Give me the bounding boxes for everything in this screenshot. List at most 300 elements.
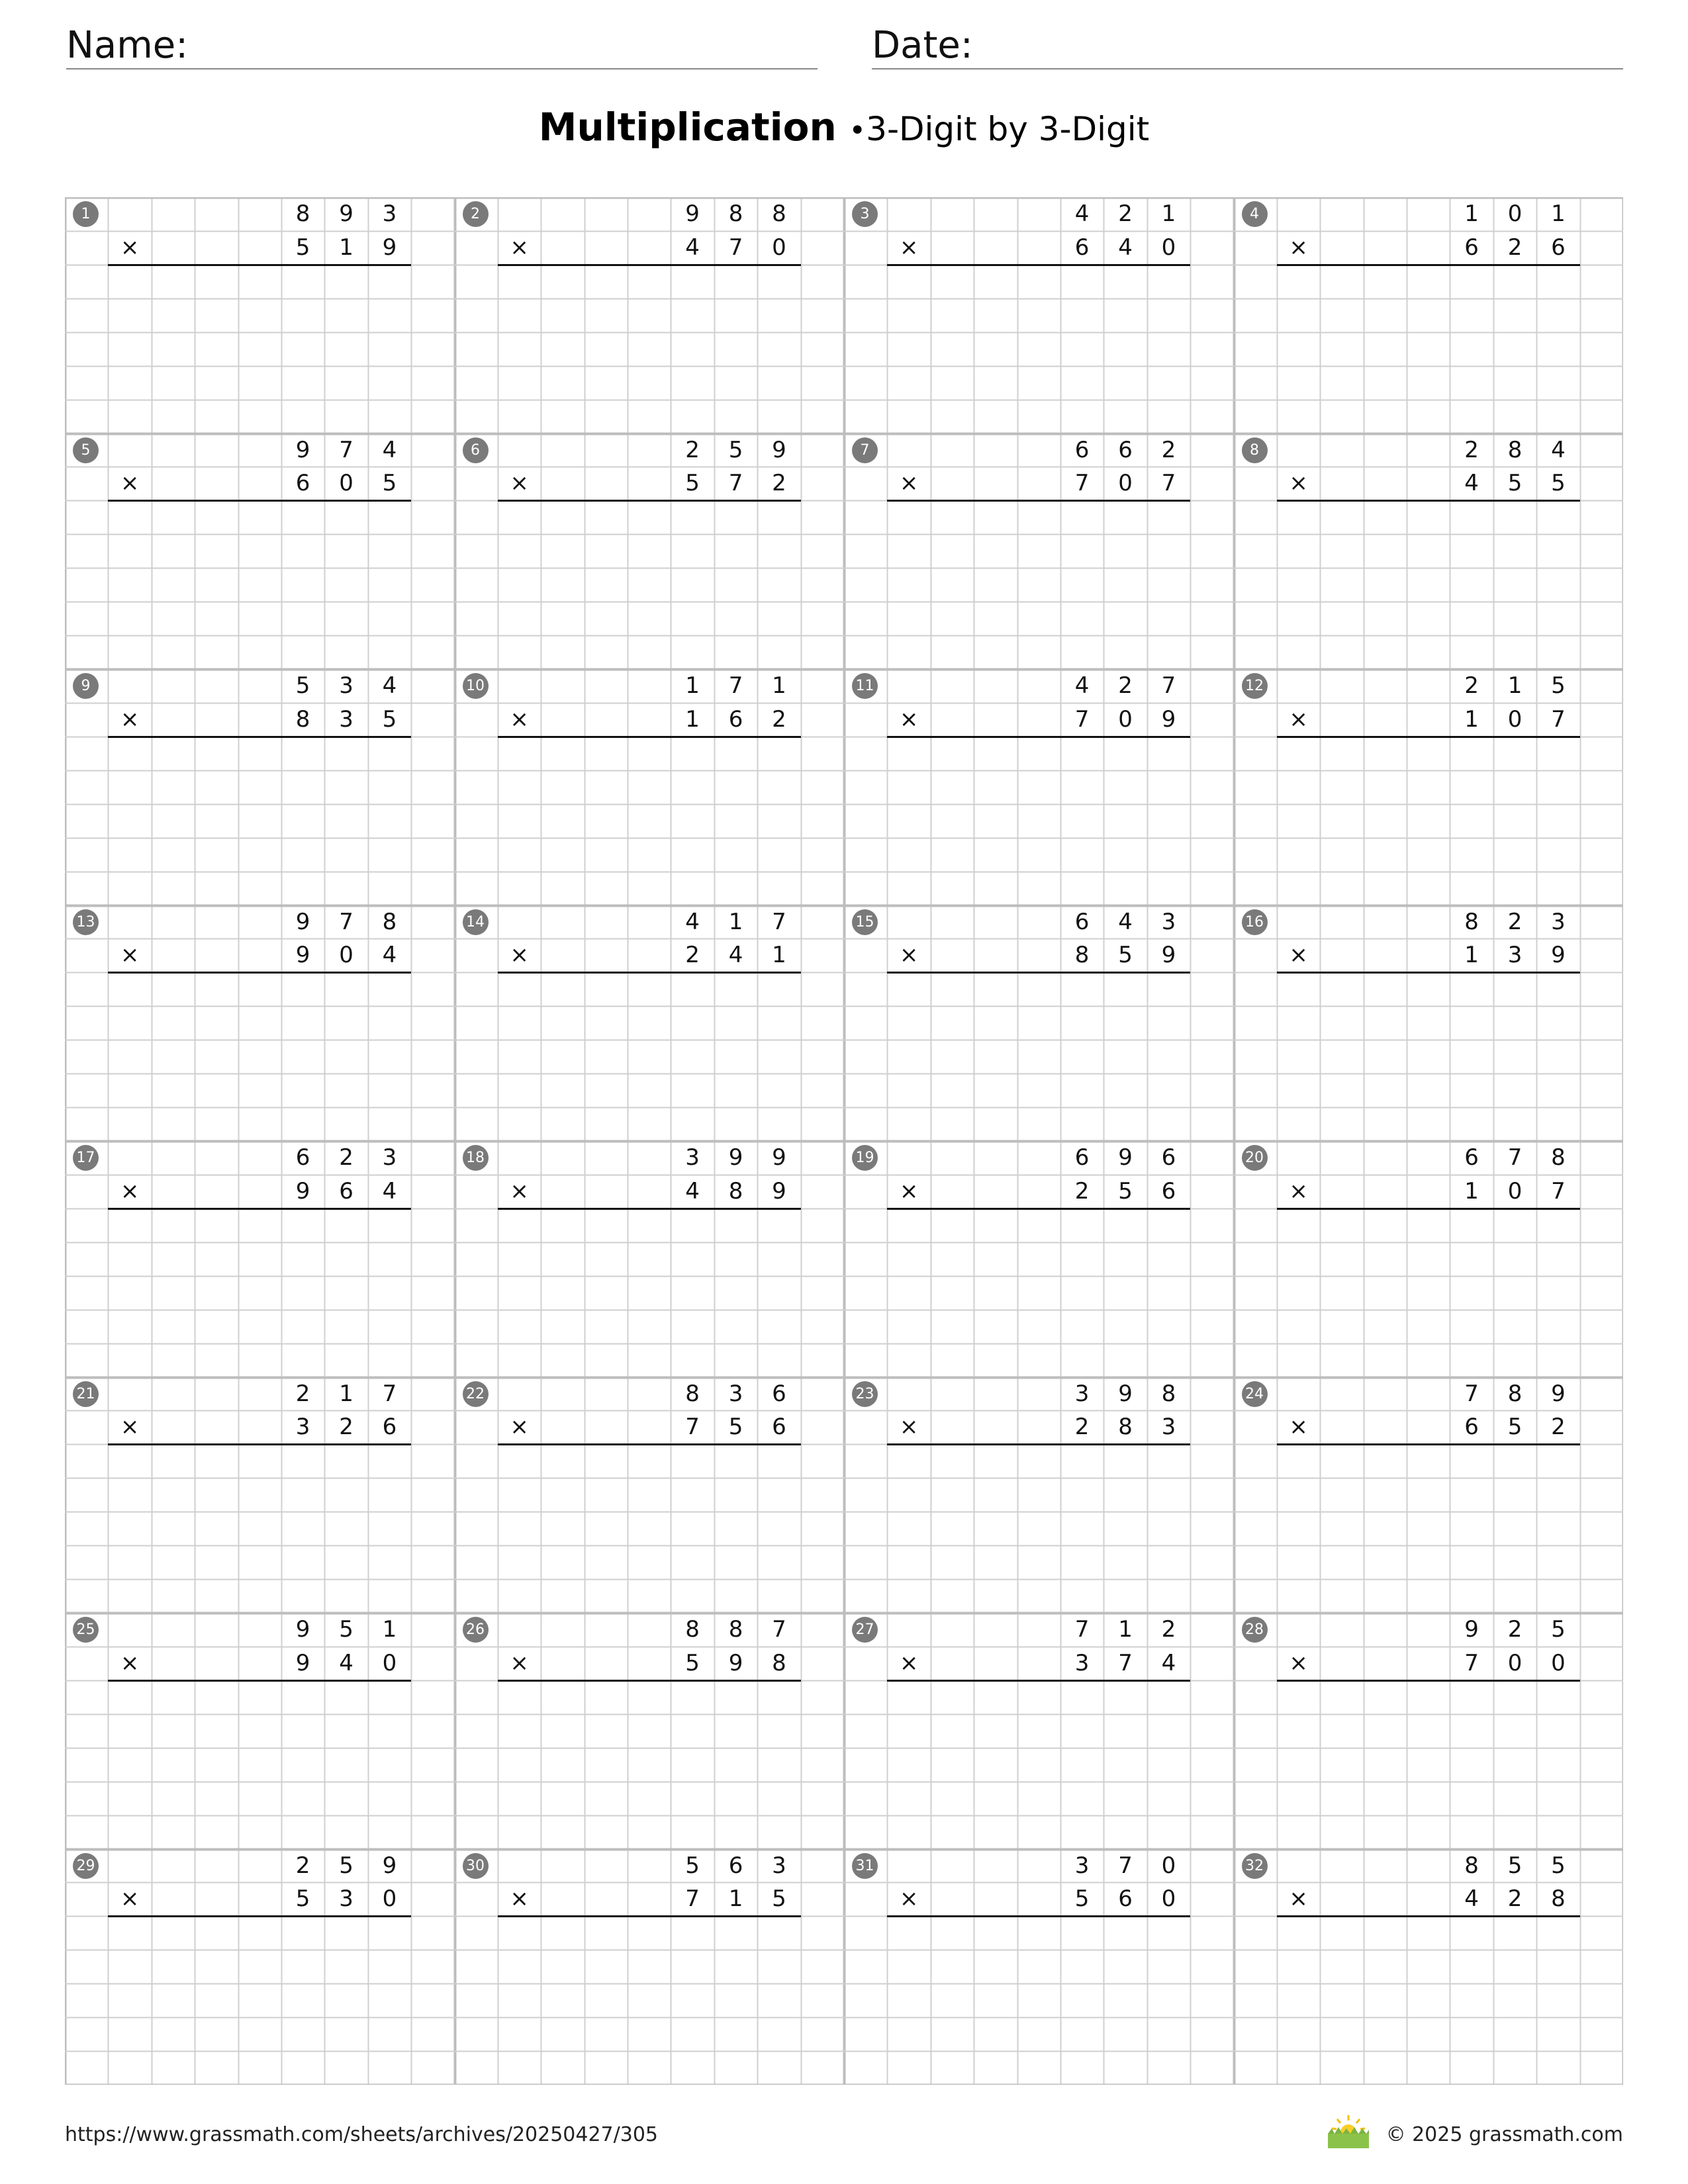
top-digit: 1: [772, 672, 786, 699]
bottom-digit: 0: [1161, 234, 1176, 261]
times-operator: ×: [899, 470, 919, 497]
top-digit: 7: [1464, 1380, 1479, 1407]
bottom-digit: 0: [1507, 1177, 1523, 1205]
problem-number-badge: 6: [463, 437, 489, 463]
problem-number-badge: 23: [852, 1381, 878, 1407]
times-operator: ×: [510, 1414, 529, 1441]
times-operator: ×: [899, 234, 919, 261]
problem-number-badge: 16: [1242, 909, 1268, 935]
bottom-digit: 9: [728, 1649, 743, 1676]
top-digit: 3: [382, 1144, 397, 1171]
problem-number-badge: 21: [73, 1381, 99, 1407]
bottom-digit: 9: [295, 1649, 310, 1676]
top-digit: 3: [685, 1144, 700, 1171]
times-operator: ×: [1289, 1886, 1308, 1913]
top-digit: 8: [1507, 1380, 1523, 1407]
bottom-digit: 6: [1161, 1177, 1176, 1205]
times-operator: ×: [120, 1414, 140, 1441]
bottom-digit: 9: [1161, 942, 1176, 969]
bottom-digit: 0: [339, 470, 353, 497]
answer-area[interactable]: [108, 738, 411, 904]
problem-number-badge: 25: [73, 1617, 99, 1643]
bottom-digit: 0: [1507, 705, 1523, 733]
answer-area[interactable]: [887, 738, 1190, 904]
bottom-digit: 3: [295, 1414, 310, 1441]
bottom-digit: 6: [1074, 234, 1090, 261]
top-digit: 6: [772, 1380, 786, 1407]
bottom-digit: 2: [1551, 1414, 1566, 1441]
bottom-digit: 1: [772, 942, 786, 969]
bottom-digit: 7: [1074, 705, 1090, 733]
top-digit: 9: [1551, 1380, 1566, 1407]
bottom-digit: 5: [772, 1886, 786, 1913]
bottom-digit: 2: [685, 942, 700, 969]
top-digit: 7: [1118, 1852, 1133, 1879]
top-digit: 0: [1507, 201, 1523, 227]
bottom-digit: 7: [1074, 470, 1090, 497]
problem-number-badge: 10: [463, 673, 489, 699]
top-digit: 2: [1464, 672, 1479, 699]
times-operator: ×: [1289, 470, 1308, 497]
bottom-digit: 2: [339, 1414, 353, 1441]
bottom-digit: 6: [1551, 234, 1566, 261]
top-digit: 5: [728, 436, 743, 463]
top-digit: 4: [1074, 201, 1090, 227]
top-digit: 1: [1464, 201, 1479, 227]
top-digit: 8: [1551, 1144, 1566, 1171]
bottom-digit: 5: [685, 470, 700, 497]
answer-area[interactable]: [887, 502, 1190, 668]
top-digit: 6: [1074, 436, 1090, 463]
bottom-digit: 1: [339, 234, 353, 261]
top-digit: 5: [1507, 1852, 1523, 1879]
top-digit: 7: [1161, 672, 1176, 699]
top-digit: 9: [728, 1144, 743, 1171]
bottom-digit: 2: [1074, 1177, 1090, 1205]
top-digit: 2: [1507, 1616, 1523, 1643]
bottom-digit: 9: [382, 234, 397, 261]
problem-number-badge: 8: [1242, 437, 1268, 463]
answer-area[interactable]: [1277, 1682, 1580, 1848]
bottom-digit: 9: [1161, 705, 1176, 733]
times-operator: ×: [899, 1886, 919, 1913]
times-operator: ×: [120, 234, 140, 261]
bottom-digit: 2: [772, 470, 786, 497]
top-digit: 8: [295, 201, 310, 227]
times-operator: ×: [899, 705, 919, 733]
top-digit: 9: [295, 1616, 310, 1643]
bottom-digit: 7: [1161, 470, 1176, 497]
top-digit: 6: [295, 1144, 310, 1171]
answer-area[interactable]: [1277, 502, 1580, 668]
bottom-digit: 4: [1161, 1649, 1176, 1676]
bottom-digit: 0: [1118, 470, 1133, 497]
top-digit: 9: [772, 436, 786, 463]
top-digit: 1: [728, 908, 743, 935]
problem-number-badge: 27: [852, 1617, 878, 1643]
top-digit: 6: [1074, 1144, 1090, 1171]
times-operator: ×: [1289, 705, 1308, 733]
top-digit: 5: [295, 672, 310, 699]
bottom-digit: 7: [728, 470, 743, 497]
top-digit: 3: [1551, 908, 1566, 935]
bottom-digit: 9: [1551, 942, 1566, 969]
problem-number-badge: 32: [1242, 1853, 1268, 1879]
top-digit: 4: [1118, 908, 1133, 935]
bottom-digit: 9: [772, 1177, 786, 1205]
top-digit: 8: [685, 1380, 700, 1407]
bottom-digit: 0: [339, 942, 353, 969]
bottom-digit: 7: [1118, 1649, 1133, 1676]
problem-number-badge: 5: [73, 437, 99, 463]
top-digit: 1: [1507, 672, 1523, 699]
bottom-digit: 5: [728, 1414, 743, 1441]
bottom-digit: 8: [1551, 1886, 1566, 1913]
times-operator: ×: [510, 1886, 529, 1913]
top-digit: 6: [1074, 908, 1090, 935]
top-digit: 6: [1118, 436, 1133, 463]
title-subtitle: 3-Digit by 3-Digit: [866, 110, 1150, 148]
bottom-digit: 2: [1507, 1886, 1523, 1913]
problem-number-badge: 1: [73, 201, 99, 227]
times-operator: ×: [510, 705, 529, 733]
bottom-digit: 1: [1464, 942, 1479, 969]
top-digit: 8: [728, 201, 743, 227]
top-digit: 9: [295, 436, 310, 463]
problem-number-badge: 14: [463, 909, 489, 935]
top-digit: 8: [1464, 1852, 1479, 1879]
worksheet-title: [0, 105, 1688, 150]
times-operator: ×: [510, 1649, 529, 1676]
bottom-digit: 4: [1118, 234, 1133, 261]
top-digit: 7: [772, 1616, 786, 1643]
top-digit: 2: [1507, 908, 1523, 935]
bottom-digit: 7: [728, 234, 743, 261]
bottom-digit: 4: [685, 234, 700, 261]
bottom-digit: 0: [1118, 705, 1133, 733]
times-operator: ×: [120, 1886, 140, 1913]
answer-area[interactable]: [498, 1682, 801, 1848]
answer-area[interactable]: [887, 266, 1190, 432]
times-operator: ×: [1289, 1414, 1308, 1441]
bottom-digit: 1: [728, 1886, 743, 1913]
top-digit: 6: [1464, 1144, 1479, 1171]
top-digit: 0: [1161, 1852, 1176, 1879]
problem-number-badge: 22: [463, 1381, 489, 1407]
answer-area[interactable]: [1277, 1210, 1580, 1376]
top-digit: 7: [1074, 1616, 1090, 1643]
date-line[interactable]: [872, 68, 1623, 69]
top-digit: 1: [685, 672, 700, 699]
top-digit: 3: [728, 1380, 743, 1407]
bottom-digit: 2: [1507, 234, 1523, 261]
footer-copyright: © 2025 grassmath.com: [1385, 2123, 1623, 2146]
bottom-digit: 5: [295, 1886, 310, 1913]
top-digit: 5: [1551, 672, 1566, 699]
bottom-digit: 2: [772, 705, 786, 733]
answer-area[interactable]: [498, 1210, 801, 1376]
name-label: Name:: [66, 24, 189, 67]
problem-number-badge: 2: [463, 201, 489, 227]
bottom-digit: 4: [728, 942, 743, 969]
top-digit: 9: [1118, 1144, 1133, 1171]
problem-number-badge: 4: [1242, 201, 1268, 227]
problem-number-badge: 26: [463, 1617, 489, 1643]
bottom-digit: 4: [1464, 1886, 1479, 1913]
top-digit: 3: [772, 1852, 786, 1879]
times-operator: ×: [510, 942, 529, 969]
answer-area[interactable]: [887, 1445, 1190, 1612]
top-digit: 7: [1507, 1144, 1523, 1171]
problem-number-badge: 9: [73, 673, 99, 699]
bottom-digit: 5: [382, 470, 397, 497]
bottom-digit: 1: [685, 705, 700, 733]
bottom-digit: 3: [1161, 1414, 1176, 1441]
answer-area[interactable]: [498, 502, 801, 668]
problem-number-badge: 30: [463, 1853, 489, 1879]
answer-area[interactable]: [108, 974, 411, 1140]
top-digit: 4: [382, 436, 397, 463]
top-digit: 9: [772, 1144, 786, 1171]
problem-number-badge: 28: [1242, 1617, 1268, 1643]
top-digit: 8: [1161, 1380, 1176, 1407]
top-digit: 5: [685, 1852, 700, 1879]
top-digit: 2: [339, 1144, 353, 1171]
bottom-digit: 5: [1551, 470, 1566, 497]
answer-area[interactable]: [498, 1917, 801, 2083]
top-digit: 3: [382, 201, 397, 227]
top-digit: 8: [772, 201, 786, 227]
top-digit: 5: [1551, 1616, 1566, 1643]
bottom-digit: 8: [1118, 1414, 1133, 1441]
answer-area[interactable]: [108, 1445, 411, 1612]
top-digit: 6: [1161, 1144, 1176, 1171]
bottom-digit: 3: [339, 705, 353, 733]
top-digit: 1: [382, 1616, 397, 1643]
top-digit: 8: [382, 908, 397, 935]
top-digit: 3: [339, 672, 353, 699]
answer-area[interactable]: [108, 1917, 411, 2083]
bottom-digit: 6: [339, 1177, 353, 1205]
answer-area[interactable]: [1277, 266, 1580, 432]
bottom-digit: 3: [1507, 942, 1523, 969]
bottom-digit: 5: [1118, 1177, 1133, 1205]
problem-number-badge: 15: [852, 909, 878, 935]
top-digit: 5: [1551, 1852, 1566, 1879]
top-digit: 9: [339, 201, 353, 227]
top-digit: 5: [339, 1616, 353, 1643]
bottom-digit: 9: [295, 1177, 310, 1205]
times-operator: ×: [899, 942, 919, 969]
problem-number-badge: 12: [1242, 673, 1268, 699]
top-digit: 2: [1161, 436, 1176, 463]
times-operator: ×: [510, 1177, 529, 1205]
top-digit: 8: [1507, 436, 1523, 463]
answer-area[interactable]: [887, 974, 1190, 1140]
times-operator: ×: [120, 705, 140, 733]
bottom-digit: 8: [295, 705, 310, 733]
bottom-digit: 5: [1118, 942, 1133, 969]
bottom-digit: 5: [1507, 1414, 1523, 1441]
problem-number-badge: 31: [852, 1853, 878, 1879]
bottom-digit: 6: [772, 1414, 786, 1441]
bottom-digit: 5: [382, 705, 397, 733]
bottom-digit: 4: [685, 1177, 700, 1205]
bottom-digit: 8: [1074, 942, 1090, 969]
date-label: Date:: [872, 24, 973, 67]
bottom-digit: 8: [772, 1649, 786, 1676]
bottom-digit: 4: [382, 942, 397, 969]
problem-number-badge: 19: [852, 1145, 878, 1171]
top-digit: 9: [295, 908, 310, 935]
problem-number-badge: 7: [852, 437, 878, 463]
top-digit: 2: [1464, 436, 1479, 463]
bottom-digit: 5: [685, 1649, 700, 1676]
bottom-digit: 7: [685, 1414, 700, 1441]
bottom-digit: 0: [382, 1649, 397, 1676]
top-digit: 4: [382, 672, 397, 699]
top-digit: 2: [295, 1852, 310, 1879]
problem-number-badge: 13: [73, 909, 99, 935]
name-line[interactable]: [66, 68, 818, 69]
answer-area[interactable]: [1277, 1445, 1580, 1612]
answer-area[interactable]: [1277, 974, 1580, 1140]
bottom-digit: 6: [1464, 1414, 1479, 1441]
bottom-digit: 6: [295, 470, 310, 497]
problem-number-badge: 20: [1242, 1145, 1268, 1171]
times-operator: ×: [510, 470, 529, 497]
top-digit: 1: [1551, 201, 1566, 227]
top-digit: 9: [685, 201, 700, 227]
bottom-digit: 0: [382, 1886, 397, 1913]
times-operator: ×: [899, 1414, 919, 1441]
bottom-digit: 8: [728, 1177, 743, 1205]
bottom-digit: 0: [1507, 1649, 1523, 1676]
answer-area[interactable]: [498, 266, 801, 432]
answer-area[interactable]: [108, 502, 411, 668]
top-digit: 2: [1118, 201, 1133, 227]
top-digit: 1: [1161, 201, 1176, 227]
bottom-digit: 6: [1464, 234, 1479, 261]
top-digit: 8: [1464, 908, 1479, 935]
bottom-digit: 0: [1161, 1886, 1176, 1913]
answer-area[interactable]: [108, 1210, 411, 1376]
bottom-digit: 5: [295, 234, 310, 261]
top-digit: 8: [728, 1616, 743, 1643]
bottom-digit: 1: [1464, 705, 1479, 733]
top-digit: 8: [685, 1616, 700, 1643]
problem-number-badge: 24: [1242, 1381, 1268, 1407]
answer-area[interactable]: [498, 1445, 801, 1612]
answer-area[interactable]: [887, 1917, 1190, 2083]
bottom-digit: 1: [1464, 1177, 1479, 1205]
title-main: Multiplication: [538, 105, 837, 150]
top-digit: 2: [295, 1380, 310, 1407]
times-operator: ×: [1289, 942, 1308, 969]
top-digit: 2: [1161, 1616, 1176, 1643]
bottom-digit: 7: [1551, 1177, 1566, 1205]
top-digit: 3: [1161, 908, 1176, 935]
times-operator: ×: [1289, 234, 1308, 261]
answer-area[interactable]: [108, 266, 411, 432]
top-digit: 3: [1074, 1380, 1090, 1407]
answer-area[interactable]: [1277, 738, 1580, 904]
top-digit: 4: [1074, 672, 1090, 699]
answer-area[interactable]: [887, 1682, 1190, 1848]
problem-number-badge: 3: [852, 201, 878, 227]
problem-number-badge: 18: [463, 1145, 489, 1171]
top-digit: 2: [685, 436, 700, 463]
times-operator: ×: [120, 470, 140, 497]
problem-number-badge: 17: [73, 1145, 99, 1171]
footer-url[interactable]: https://www.grassmath.com/sheets/archives/20250427/305: [65, 2123, 659, 2146]
problem-number-badge: 11: [852, 673, 878, 699]
top-digit: 7: [382, 1380, 397, 1407]
times-operator: ×: [1289, 1649, 1308, 1676]
bottom-digit: 3: [339, 1886, 353, 1913]
top-digit: 7: [772, 908, 786, 935]
times-operator: ×: [120, 942, 140, 969]
times-operator: ×: [510, 234, 529, 261]
title-separator: •: [849, 114, 867, 148]
bottom-digit: 5: [1507, 470, 1523, 497]
top-digit: 9: [1464, 1616, 1479, 1643]
times-operator: ×: [120, 1649, 140, 1676]
bottom-digit: 6: [382, 1414, 397, 1441]
answer-area[interactable]: [887, 1210, 1190, 1376]
top-digit: 2: [1118, 672, 1133, 699]
bottom-digit: 3: [1074, 1649, 1090, 1676]
problem-number-badge: 29: [73, 1853, 99, 1879]
times-operator: ×: [120, 1177, 140, 1205]
answer-area[interactable]: [498, 974, 801, 1140]
top-digit: 1: [1118, 1616, 1133, 1643]
bottom-digit: 2: [1074, 1414, 1090, 1441]
top-digit: 4: [685, 908, 700, 935]
top-digit: 6: [728, 1852, 743, 1879]
top-digit: 5: [339, 1852, 353, 1879]
top-digit: 9: [382, 1852, 397, 1879]
bottom-digit: 4: [1464, 470, 1479, 497]
bottom-digit: 7: [685, 1886, 700, 1913]
bottom-digit: 0: [1551, 1649, 1566, 1676]
top-digit: 1: [339, 1380, 353, 1407]
answer-area[interactable]: [498, 738, 801, 904]
bottom-digit: 4: [382, 1177, 397, 1205]
bottom-digit: 6: [728, 705, 743, 733]
times-operator: ×: [899, 1177, 919, 1205]
bottom-digit: 6: [1118, 1886, 1133, 1913]
answer-area[interactable]: [1277, 1917, 1580, 2083]
bottom-digit: 5: [1074, 1886, 1090, 1913]
top-digit: 4: [1551, 436, 1566, 463]
top-digit: 3: [1074, 1852, 1090, 1879]
times-operator: ×: [899, 1649, 919, 1676]
problem-grid: [65, 197, 1623, 2085]
grass-sun-logo-icon: [1325, 2113, 1372, 2150]
top-digit: 7: [339, 908, 353, 935]
top-digit: 7: [728, 672, 743, 699]
top-digit: 7: [339, 436, 353, 463]
bottom-digit: 0: [772, 234, 786, 261]
times-operator: ×: [1289, 1177, 1308, 1205]
bottom-digit: 7: [1551, 705, 1566, 733]
answer-area[interactable]: [108, 1682, 411, 1848]
bottom-digit: 9: [295, 942, 310, 969]
bottom-digit: 4: [339, 1649, 353, 1676]
top-digit: 9: [1118, 1380, 1133, 1407]
bottom-digit: 7: [1464, 1649, 1479, 1676]
